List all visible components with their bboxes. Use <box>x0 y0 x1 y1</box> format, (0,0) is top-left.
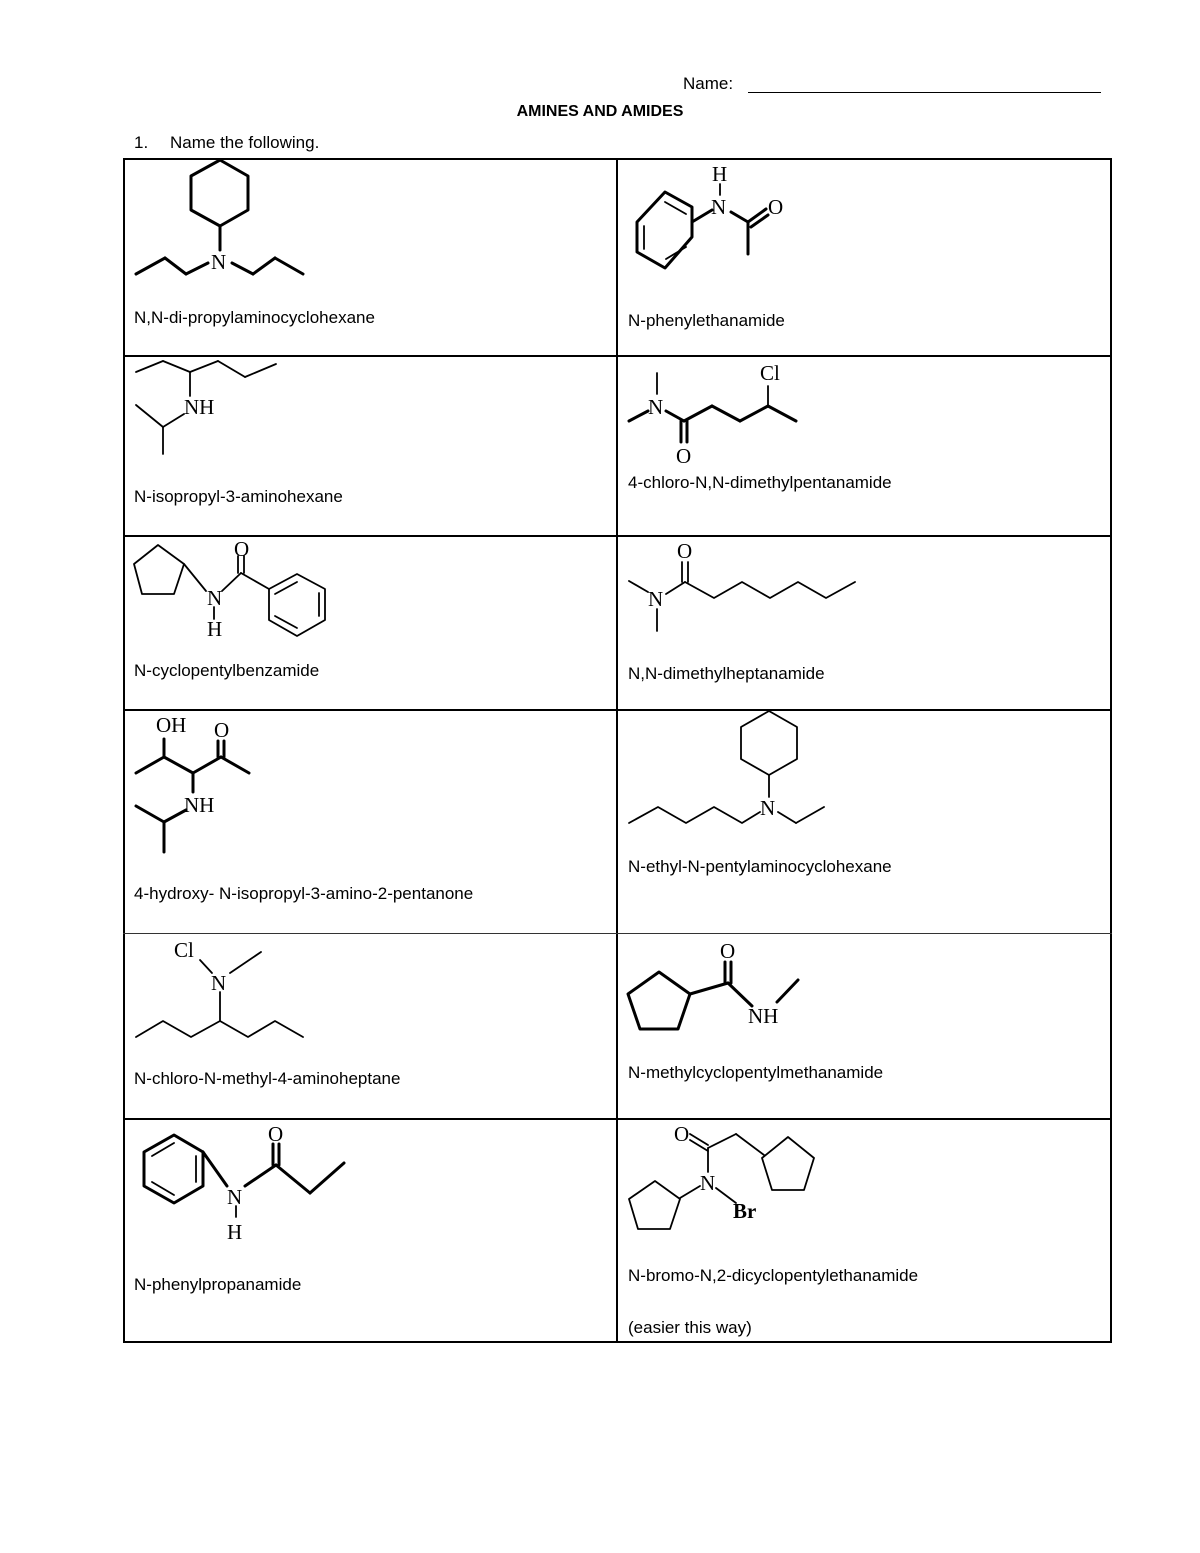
atom-label: Br <box>733 1199 757 1223</box>
compound-name: N-bromo-N,2-dicyclopentylethanamide <box>628 1266 919 1285</box>
compound-name: N-isopropyl-3-aminohexane <box>134 487 343 506</box>
atom-label: Cl <box>174 938 194 962</box>
atom-label: O <box>268 1122 284 1146</box>
atom-label: N <box>711 195 727 219</box>
question-text: Name the following. <box>170 133 320 152</box>
atom-label: N <box>207 586 223 610</box>
atom-label: N <box>648 395 664 419</box>
atom-label: NH <box>184 793 215 817</box>
atom-label: N <box>760 796 776 820</box>
worksheet-title: AMINES AND AMIDES <box>516 103 684 120</box>
compound-name: N-phenylethanamide <box>628 311 785 330</box>
atom-label: O <box>676 444 692 468</box>
compound-name: 4-hydroxy- N-isopropyl-3-amino-2-pentanone <box>134 884 474 903</box>
atom-label: N <box>648 587 664 611</box>
compound-name: N-chloro-N-methyl-4-aminoheptane <box>134 1069 401 1088</box>
atom-label: O <box>677 539 693 563</box>
compound-name: N-methylcyclopentylmethanamide <box>628 1063 884 1082</box>
atom-label: Cl <box>760 361 780 385</box>
question-number: 1. <box>134 133 149 152</box>
compound-name: N-phenylpropanamide <box>134 1275 302 1294</box>
compound-note: (easier this way) <box>628 1318 752 1337</box>
atom-label: O <box>720 939 736 963</box>
compound-name: N-ethyl-N-pentylaminocyclohexane <box>628 857 892 876</box>
compound-name: N,N-di-propylaminocyclohexane <box>134 308 375 327</box>
compound-name: 4-chloro-N,N-dimethylpentanamide <box>628 473 892 492</box>
atom-label: N <box>227 1185 243 1209</box>
atom-label: NH <box>748 1004 779 1028</box>
atom-label: NH <box>184 395 215 419</box>
atom-label: N <box>700 1171 716 1195</box>
atom-label: H <box>712 162 728 186</box>
atom-label: N <box>211 971 227 995</box>
compound-name: N-cyclopentylbenzamide <box>134 661 320 680</box>
atom-label: O <box>768 195 784 219</box>
atom-label: OH <box>156 713 187 737</box>
atom-label: H <box>227 1220 243 1244</box>
atom-label: O <box>674 1122 690 1146</box>
atom-label: N <box>211 250 227 274</box>
compound-name: N,N-dimethylheptanamide <box>628 664 825 683</box>
atom-label: O <box>214 718 230 742</box>
atom-label: H <box>207 617 223 641</box>
name-label: Name: <box>683 74 734 93</box>
atom-label: O <box>234 537 250 561</box>
